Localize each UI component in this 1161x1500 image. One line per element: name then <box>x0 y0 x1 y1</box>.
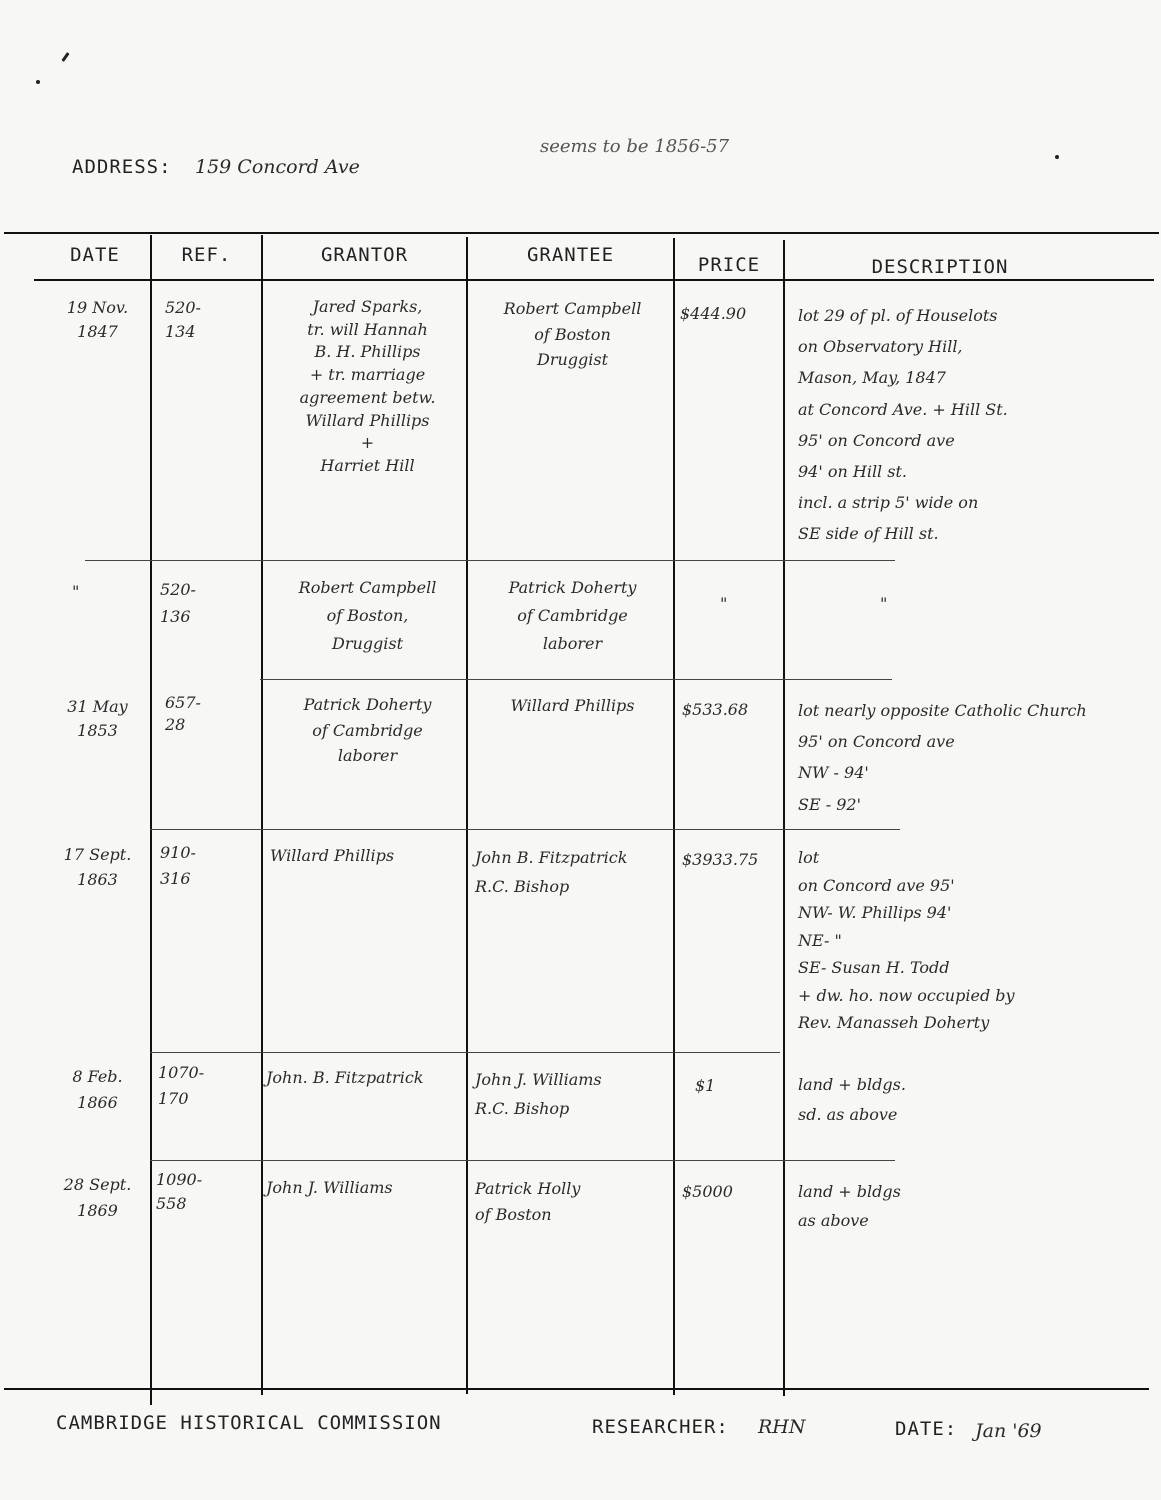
row-1-ref: 520- 134 <box>165 298 201 341</box>
row-5-grantee: John J. Williams R.C. Bishop <box>475 1070 602 1118</box>
row-6-grantor: John J. Williams <box>266 1178 393 1197</box>
row-3-ref: 657- 28 <box>165 693 201 735</box>
row-5-ref: 1070- 170 <box>158 1063 205 1108</box>
row-6-grantee: Patrick Holly of Boston <box>475 1179 581 1224</box>
column-header-ref: REF. <box>181 244 232 266</box>
stray-mark <box>36 80 40 84</box>
table-top-border <box>4 232 1159 234</box>
footer-researcher-label: RESEARCHER: <box>592 1416 729 1438</box>
column-divider <box>466 237 468 1394</box>
row-1-date: 19 Nov. 1847 <box>66 298 129 341</box>
footer-commission: CAMBRIDGE HISTORICAL COMMISSION <box>56 1412 442 1434</box>
row-3-date: 31 May 1853 <box>67 697 128 740</box>
table-header-border <box>34 279 1154 281</box>
row-4-description: lot on Concord ave 95' NW- W. Phillips 94' NE- " SE- Susan H. Todd + dw. ho. now occupied by Rev. Manasseh Doherty <box>798 848 1015 1033</box>
row-6-ref: 1090- 558 <box>156 1170 203 1213</box>
footer-date-value: Jan '69 <box>975 1420 1042 1442</box>
row-3-grantor: Patrick Doherty of Cambridge laborer <box>303 695 432 766</box>
row-4-ref: 910- 316 <box>160 843 196 888</box>
row-separator <box>150 829 900 830</box>
row-4-date: 17 Sept. 1863 <box>63 845 132 889</box>
row-separator <box>150 1160 895 1161</box>
table-bottom-border <box>4 1388 1149 1390</box>
column-divider <box>261 235 263 1395</box>
footer-date-label: DATE: <box>895 1418 958 1440</box>
row-5-description: land + bldgs. sd. as above <box>798 1075 906 1125</box>
row-2-grantee: Patrick Doherty of Cambridge laborer <box>508 578 637 653</box>
column-divider <box>783 240 785 1396</box>
address-label: ADDRESS: <box>72 156 172 178</box>
row-2-ref: 520- 136 <box>160 580 196 627</box>
column-header-description: DESCRIPTION <box>871 256 1009 278</box>
row-1-grantee: Robert Campbell of Boston Druggist <box>503 299 642 370</box>
stray-mark <box>61 52 69 62</box>
row-4-price: $3933.75 <box>682 850 759 869</box>
date-note: seems to be 1856-57 <box>540 136 730 157</box>
row-1-price: $444.90 <box>680 304 747 323</box>
row-5-price: $1 <box>695 1076 716 1095</box>
row-3-description: lot nearly opposite Catholic Church 95' on Concord ave NW - 94' SE - 92' <box>798 701 1087 814</box>
row-2-grantor: Robert Campbell of Boston, Druggist <box>298 578 437 653</box>
column-divider <box>673 238 675 1395</box>
address-value: 159 Concord Ave <box>195 156 360 178</box>
row-2-price: " <box>720 594 728 613</box>
row-3-grantee: Willard Phillips <box>510 696 635 715</box>
row-1-grantor: Jared Sparks, tr. will Hannah B. H. Phillips + tr. marriage agreement betw. Willard Phillips + Harriet Hill <box>299 297 436 476</box>
row-1-description: lot 29 of pl. of Houselots on Observatory Hill, Mason, May, 1847 at Concord Ave. + Hill St. 95' on Concord ave 94' on Hill st. incl. a strip 5' wide on SE side of Hill st. <box>798 306 1008 544</box>
column-divider <box>150 235 152 1405</box>
column-header-grantor: GRANTOR <box>320 244 409 266</box>
row-2-description: " <box>880 594 888 613</box>
column-header-grantee: GRANTEE <box>526 244 615 266</box>
column-header-date: DATE <box>70 244 120 266</box>
row-6-price: $5000 <box>682 1182 733 1201</box>
row-4-grantor: Willard Phillips <box>270 846 395 865</box>
stray-mark <box>1055 155 1059 159</box>
row-separator <box>150 1052 780 1053</box>
row-3-price: $533.68 <box>682 700 749 719</box>
row-separator <box>85 560 895 561</box>
row-4-grantee: John B. Fitzpatrick R.C. Bishop <box>475 848 628 896</box>
column-header-price: PRICE <box>697 254 761 276</box>
row-5-date: 8 Feb. 1866 <box>72 1067 123 1112</box>
footer-researcher-value: RHN <box>758 1416 806 1438</box>
row-5-grantor: John. B. Fitzpatrick <box>266 1068 424 1087</box>
row-separator <box>260 679 892 680</box>
row-6-date: 28 Sept. 1869 <box>63 1175 132 1220</box>
row-2-date: " <box>72 582 80 601</box>
row-6-description: land + bldgs as above <box>798 1182 901 1230</box>
